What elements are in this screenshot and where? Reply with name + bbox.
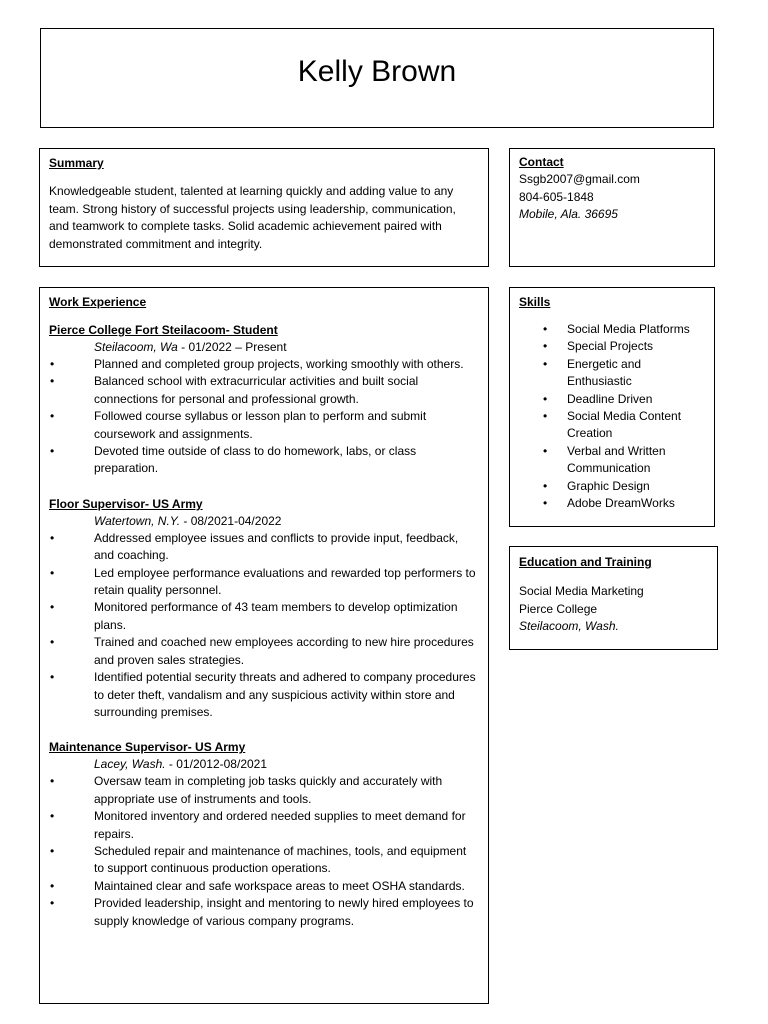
education-school: Pierce College <box>519 601 598 616</box>
contact-title: Contact <box>519 155 564 169</box>
skills-list <box>519 321 705 512</box>
summary-title: Summary <box>49 156 104 170</box>
contact-location: Mobile, Ala. 36695 <box>519 207 618 221</box>
education-program: Social Media Marketing <box>519 584 644 598</box>
job-bullets <box>49 530 479 721</box>
name-header <box>40 28 714 128</box>
skill-item: • Verbal and Written Communication <box>519 443 705 478</box>
job-bullet: • Identified potential security threats and adhered to company procedures to deter theft, vandalism and any suspicious activity within store and surrounding premises. <box>49 669 479 721</box>
job-bullet: • Monitored inventory and ordered needed supplies to meet demand for repairs. <box>49 808 479 843</box>
education-location: Steilacoom, Wash. <box>519 619 619 633</box>
summary-section <box>39 148 489 267</box>
job-bullet: • Addressed employee issues and conflicts to provide input, feedback, and coaching. <box>49 530 479 565</box>
work-title: Work Experience <box>49 295 147 309</box>
skill-item: • Social Media Content Creation <box>519 408 705 443</box>
job-title: Maintenance Supervisor- US Army <box>49 740 246 755</box>
job-dates: - 01/2022 – Present <box>177 340 287 354</box>
work-experience-section <box>39 287 489 1004</box>
skill-item: • Adobe DreamWorks <box>519 495 705 512</box>
job-bullet: • Led employee performance evaluations and rewarded top performers to retain quality personnel. <box>49 565 479 600</box>
job-bullet: • Oversaw team in completing job tasks quickly and accurately with appropriate use of instruments and tools. <box>49 773 479 808</box>
job-bullets <box>49 356 479 478</box>
job-dates: - 01/2012-08/2021 <box>165 757 268 772</box>
job-dates: - 08/2021-04/2022 <box>180 513 282 528</box>
skill-item: • Graphic Design <box>519 478 705 495</box>
contact-section <box>509 148 715 267</box>
job-bullet: • Planned and completed group projects, working smoothly with others. <box>49 356 479 373</box>
job-bullet: • Provided leadership, insight and mentoring to newly hired employees to supply knowledge of various company programs. <box>49 895 479 930</box>
job-bullet: • Scheduled repair and maintenance of machines, tools, and equipment to support continuous production operations. <box>49 843 479 878</box>
job-title: Pierce College Fort Steilacoom- Student <box>49 323 278 337</box>
job-bullet: • Maintained clear and safe workspace areas to meet OSHA standards. <box>49 878 479 895</box>
job-meta <box>49 513 479 530</box>
skills-section <box>509 287 715 527</box>
candidate-name: Kelly Brown <box>297 55 457 88</box>
job-bullet: • Monitored performance of 43 team members to develop optimization plans. <box>49 599 479 634</box>
skill-item: • Social Media Platforms <box>519 321 705 338</box>
contact-phone: 804-605-1848 <box>519 189 594 204</box>
job-meta <box>49 339 479 356</box>
job-location: Steilacoom, Wa <box>94 340 178 354</box>
job-location: Watertown, N.Y. <box>94 513 181 528</box>
education-section <box>509 546 718 650</box>
skill-item: • Energetic and Enthusiastic <box>519 356 705 391</box>
job-bullet: • Balanced school with extracurricular activities and built social connections for personal and professional growth. <box>49 373 479 408</box>
skills-title: Skills <box>519 295 551 309</box>
job-entry <box>49 322 479 478</box>
job-bullet: • Followed course syllabus or lesson plan to perform and submit coursework and assignments. <box>49 408 479 443</box>
job-location: Lacey, Wash. <box>94 757 166 772</box>
job-entry <box>49 496 479 721</box>
skill-item: • Deadline Driven <box>519 391 705 408</box>
job-bullet: • Trained and coached new employees according to new hire procedures and proven sales strategies. <box>49 634 479 669</box>
job-meta <box>49 756 479 773</box>
summary-text: Knowledgeable student, talented at learning quickly and adding value to any team. Strong history of successful projects using leadership, communication, and teamwork to complete tasks. Solid academic achievement paired with demonstrated commitment and integrity. <box>49 184 456 251</box>
job-bullets <box>49 773 479 930</box>
job-bullet: • Devoted time outside of class to do homework, labs, or class preparation. <box>49 443 479 478</box>
education-title: Education and Training <box>519 555 652 569</box>
job-title: Floor Supervisor- US Army <box>49 496 203 511</box>
skill-item: • Special Projects <box>519 338 705 355</box>
job-entry <box>49 739 479 930</box>
contact-email: Ssgb2007@gmail.com <box>519 172 640 186</box>
